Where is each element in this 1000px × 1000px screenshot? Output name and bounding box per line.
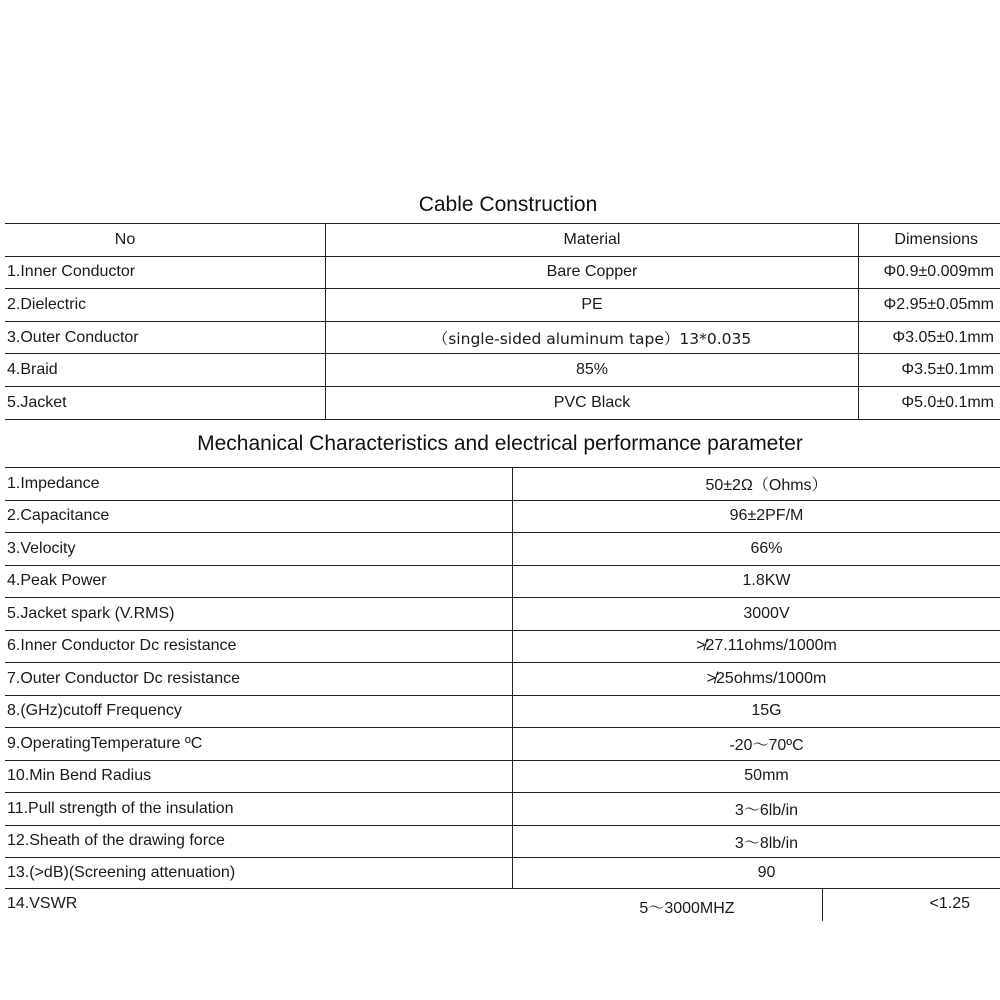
param-label: 12.Sheath of the drawing force <box>5 825 513 858</box>
param-label: 4.Peak Power <box>5 565 513 598</box>
param-value: 96±2PF/M <box>513 500 1000 533</box>
row-material: PVC Black <box>326 386 859 419</box>
param-label: 8.(GHz)cutoff Frequency <box>5 695 513 728</box>
cable-construction-table <box>5 223 1000 420</box>
row-label: 3.Outer Conductor <box>5 321 326 354</box>
table-row <box>5 630 1000 663</box>
table-row <box>5 663 1000 696</box>
row-dimensions: Φ0.9±0.009mm <box>859 256 1000 289</box>
param-label: 7.Outer Conductor Dc resistance <box>5 663 513 696</box>
param-label: 11.Pull strength of the insulation <box>5 793 513 826</box>
param-label: 9.OperatingTemperature ºC <box>5 728 513 761</box>
param-value: 66% <box>513 533 1000 566</box>
param-label: 14.VSWR <box>5 889 513 922</box>
table-row <box>5 256 1000 289</box>
table-header-row <box>5 224 1000 257</box>
table-row <box>5 825 1000 858</box>
param-label: 5.Jacket spark (V.RMS) <box>5 598 513 631</box>
table-row <box>5 728 1000 761</box>
row-label: 5.Jacket <box>5 386 326 419</box>
param-value: 90 <box>513 858 1000 889</box>
table-row <box>5 289 1000 322</box>
table-row <box>5 695 1000 728</box>
param-label: 6.Inner Conductor Dc resistance <box>5 630 513 663</box>
header-dimensions: Dimensions <box>859 224 1000 257</box>
cable-construction-title: Cable Construction <box>418 193 598 216</box>
mechanical-characteristics-title: Mechanical Characteristics and electrical performance parameter <box>197 432 803 455</box>
table-row <box>5 858 1000 889</box>
header-material: Material <box>326 224 859 257</box>
table-row <box>5 793 1000 826</box>
param-value: ≯25ohms/1000m <box>513 663 1000 696</box>
table-row <box>5 598 1000 631</box>
table-row <box>5 500 1000 533</box>
header-no: No <box>5 224 326 257</box>
param-value: 50±2Ω（Ohms） <box>513 468 1000 501</box>
param-value: 15G <box>513 695 1000 728</box>
table-row <box>5 468 1000 501</box>
row-material: Bare Copper <box>326 256 859 289</box>
row-material: （single-sided aluminum tape）13*0.035 <box>326 321 859 354</box>
row-label: 4.Braid <box>5 354 326 387</box>
table-row <box>5 565 1000 598</box>
param-value: ≯27.11ohms/1000m <box>513 630 1000 663</box>
vswr-values <box>513 895 1000 921</box>
param-value: 3000V <box>513 598 1000 631</box>
param-label: 2.Capacitance <box>5 500 513 533</box>
mechanical-characteristics-table <box>5 467 1000 921</box>
row-label: 2.Dielectric <box>5 289 326 322</box>
table-row <box>5 386 1000 419</box>
row-dimensions: Φ2.95±0.05mm <box>859 289 1000 322</box>
row-dimensions: Φ5.0±0.1mm <box>859 386 1000 419</box>
table-row <box>5 321 1000 354</box>
table-row <box>5 760 1000 793</box>
vswr-value: <1.25 <box>929 895 970 912</box>
param-value: 50mm <box>513 760 1000 793</box>
param-value: 1.8KW <box>513 565 1000 598</box>
table-row <box>5 354 1000 387</box>
row-dimensions: Φ3.5±0.1mm <box>859 354 1000 387</box>
param-label: 10.Min Bend Radius <box>5 760 513 793</box>
param-label: 13.(>dB)(Screening attenuation) <box>5 858 513 889</box>
table-row <box>5 533 1000 566</box>
row-label: 1.Inner Conductor <box>5 256 326 289</box>
param-value: 3～6lb/in <box>513 793 1000 826</box>
row-material: 85% <box>326 354 859 387</box>
vswr-values-cell <box>513 889 1000 922</box>
param-value: 3～8lb/in <box>513 825 1000 858</box>
table-row-vswr <box>5 889 1000 922</box>
row-material: PE <box>326 289 859 322</box>
vswr-range: 5～3000MHZ <box>513 889 823 921</box>
row-dimensions: Φ3.05±0.1mm <box>859 321 1000 354</box>
param-label: 1.Impedance <box>5 468 513 501</box>
param-value: -20～70ºC <box>513 728 1000 761</box>
param-label: 3.Velocity <box>5 533 513 566</box>
